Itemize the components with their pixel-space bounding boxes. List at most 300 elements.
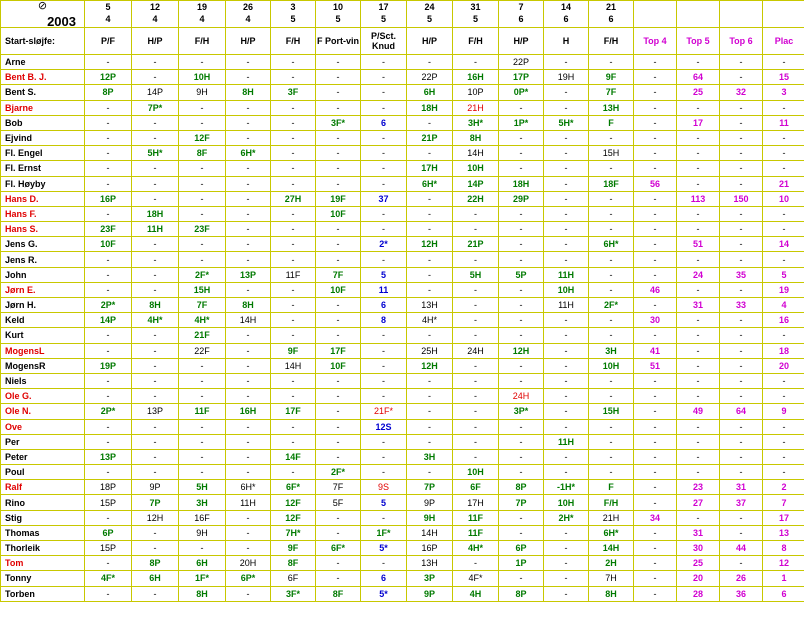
result-cell: 6H* (407, 176, 453, 191)
result-cell: 8F (271, 556, 316, 571)
result-cell: - (316, 176, 361, 191)
top-score-cell: - (634, 267, 677, 282)
top-score-cell: - (720, 176, 763, 191)
top-score-cell: - (763, 419, 804, 434)
top-header-blank-cell (763, 1, 804, 28)
table-row (1, 419, 804, 434)
player-name: Jens G. (1, 237, 85, 252)
result-cell: - (589, 222, 634, 237)
result-cell: - (316, 404, 361, 419)
top-score-header: Top 4 (634, 28, 677, 55)
result-cell: - (179, 100, 226, 115)
result-cell: - (226, 130, 271, 145)
result-cell: - (271, 298, 316, 313)
result-cell: - (499, 419, 544, 434)
date-header-cell (499, 1, 544, 28)
result-cell: 8H (226, 298, 271, 313)
result-cell: - (271, 465, 316, 480)
result-cell: - (271, 206, 316, 221)
top-score-cell: 3 (763, 85, 804, 100)
top-score-cell: - (720, 343, 763, 358)
top-score-cell: - (720, 115, 763, 130)
result-cell: 11F (179, 404, 226, 419)
result-cell: - (361, 373, 407, 388)
date-header-cell (407, 1, 453, 28)
top-score-cell: 9 (763, 404, 804, 419)
result-cell: - (361, 161, 407, 176)
result-cell: - (179, 176, 226, 191)
top-score-cell: - (634, 586, 677, 601)
top-score-cell: - (634, 404, 677, 419)
player-name: Hans F. (1, 206, 85, 221)
result-cell: 22P (499, 55, 544, 70)
result-cell: - (226, 252, 271, 267)
result-cell: - (85, 146, 132, 161)
result-cell: - (226, 161, 271, 176)
date-day: 31 (470, 2, 481, 12)
result-cell: - (316, 313, 361, 328)
top-score-cell: 12 (763, 556, 804, 571)
result-cell: 12S (361, 419, 407, 434)
table-row (1, 70, 804, 85)
result-cell: 7F (589, 85, 634, 100)
result-cell: - (407, 282, 453, 297)
result-cell: - (132, 55, 179, 70)
result-cell: - (226, 465, 271, 480)
result-cell: 23F (85, 222, 132, 237)
top-score-cell: - (677, 434, 720, 449)
result-cell: 8H (589, 586, 634, 601)
start-loop-cell: F/H (453, 28, 499, 55)
top-score-cell: 113 (677, 191, 720, 206)
top-score-cell: - (720, 252, 763, 267)
top-header-blank-cell (720, 1, 763, 28)
date-day: 5 (105, 2, 111, 12)
result-cell: - (407, 434, 453, 449)
result-cell: - (453, 389, 499, 404)
result-cell: - (361, 176, 407, 191)
result-cell: 6 (361, 571, 407, 586)
date-month: 5 (472, 14, 478, 24)
top-score-cell: - (634, 298, 677, 313)
player-name: Tom (1, 556, 85, 571)
date-month: 6 (608, 14, 614, 24)
loop-header-row (1, 28, 804, 55)
top-score-cell: - (677, 100, 720, 115)
table-row (1, 404, 804, 419)
result-cell: - (453, 55, 499, 70)
result-cell: - (85, 161, 132, 176)
result-cell: - (407, 267, 453, 282)
result-cell: - (179, 419, 226, 434)
result-cell: - (271, 237, 316, 252)
result-cell: - (316, 237, 361, 252)
result-cell: - (407, 465, 453, 480)
result-cell: 6F* (271, 480, 316, 495)
result-cell: 14P (85, 313, 132, 328)
result-cell: 13H (407, 298, 453, 313)
result-cell: 19F (316, 191, 361, 206)
result-cell: - (499, 222, 544, 237)
result-cell: - (499, 237, 544, 252)
start-loop-label: Start-sløjfe: (1, 28, 85, 55)
result-cell: - (132, 449, 179, 464)
top-score-cell: - (634, 130, 677, 145)
result-cell: - (271, 282, 316, 297)
top-score-cell: 5 (763, 267, 804, 282)
result-cell: 6H (132, 571, 179, 586)
table-row (1, 100, 804, 115)
result-cell: - (589, 465, 634, 480)
result-cell: 6H* (589, 237, 634, 252)
top-score-cell: 15 (763, 70, 804, 85)
top-score-cell: - (677, 389, 720, 404)
table-row (1, 161, 804, 176)
top-score-cell: 150 (720, 191, 763, 206)
result-cell: 8P (132, 556, 179, 571)
result-cell: 21F* (361, 404, 407, 419)
result-cell: 8H (179, 586, 226, 601)
result-cell: 11F (453, 525, 499, 540)
result-cell: 2H (589, 556, 634, 571)
top-score-cell: - (677, 282, 720, 297)
result-cell: - (226, 343, 271, 358)
result-cell: - (85, 130, 132, 145)
result-cell: - (226, 525, 271, 540)
result-cell: 15P (85, 541, 132, 556)
top-score-cell: - (634, 237, 677, 252)
date-day: 21 (605, 2, 616, 12)
result-cell: - (226, 100, 271, 115)
table-row (1, 191, 804, 206)
top-score-cell: - (720, 100, 763, 115)
result-cell: - (271, 328, 316, 343)
result-cell: - (179, 252, 226, 267)
result-cell: - (316, 571, 361, 586)
result-cell: - (453, 313, 499, 328)
date-month: 4 (152, 14, 158, 24)
result-cell: - (361, 146, 407, 161)
top-score-cell: - (634, 556, 677, 571)
result-cell: - (407, 146, 453, 161)
result-cell: - (85, 373, 132, 388)
result-cell: 16P (85, 191, 132, 206)
result-cell: 8H (226, 85, 271, 100)
result-cell: - (589, 313, 634, 328)
result-cell: 14H (271, 358, 316, 373)
top-score-cell: - (720, 373, 763, 388)
result-cell: - (85, 434, 132, 449)
top-score-cell: 51 (677, 237, 720, 252)
date-month: 5 (426, 14, 432, 24)
date-month: 4 (105, 14, 111, 24)
table-row (1, 541, 804, 556)
result-cell: - (499, 313, 544, 328)
result-cell: - (226, 115, 271, 130)
top-score-cell: - (634, 55, 677, 70)
result-cell: 17P (499, 70, 544, 85)
result-cell: 6F* (316, 541, 361, 556)
result-cell: 14H (407, 525, 453, 540)
result-cell: - (407, 55, 453, 70)
top-score-cell: - (634, 495, 677, 510)
result-cell: 6H (407, 85, 453, 100)
result-cell: 8P (499, 586, 544, 601)
result-cell: - (361, 206, 407, 221)
top-score-cell: 25 (677, 556, 720, 571)
top-score-cell: - (720, 434, 763, 449)
result-cell: - (361, 449, 407, 464)
start-loop-cell: F Port-vin (316, 28, 361, 55)
top-score-cell: 30 (677, 541, 720, 556)
result-cell: - (544, 389, 589, 404)
top-score-cell: - (720, 525, 763, 540)
top-score-cell: - (763, 222, 804, 237)
result-cell: - (226, 358, 271, 373)
top-score-cell: - (677, 146, 720, 161)
result-cell: - (179, 206, 226, 221)
result-cell: 18H (499, 176, 544, 191)
result-cell: - (271, 161, 316, 176)
top-score-cell: 17 (677, 115, 720, 130)
result-cell: - (85, 343, 132, 358)
result-cell: 5P (499, 267, 544, 282)
top-score-cell: - (634, 389, 677, 404)
result-cell: - (499, 510, 544, 525)
result-cell: 8H (453, 130, 499, 145)
result-cell: - (361, 358, 407, 373)
result-cell: 9F (271, 541, 316, 556)
start-loop-cell: H/P (407, 28, 453, 55)
top-score-cell: - (720, 282, 763, 297)
top-score-cell: 11 (763, 115, 804, 130)
result-cell: - (226, 191, 271, 206)
result-cell: 14P (132, 85, 179, 100)
result-cell: - (85, 328, 132, 343)
result-cell: 10F (316, 358, 361, 373)
player-name: Keld (1, 313, 85, 328)
result-cell: - (132, 237, 179, 252)
result-cell: - (132, 267, 179, 282)
result-cell: - (226, 282, 271, 297)
result-cell: - (132, 541, 179, 556)
result-cell: - (226, 510, 271, 525)
player-name: Peter (1, 449, 85, 464)
result-cell: 10H (453, 161, 499, 176)
top-score-cell: - (634, 434, 677, 449)
top-score-cell: - (720, 70, 763, 85)
result-cell: - (132, 419, 179, 434)
top-score-cell: - (634, 449, 677, 464)
top-score-cell: 27 (677, 495, 720, 510)
result-cell: - (132, 389, 179, 404)
top-score-cell: - (634, 191, 677, 206)
top-score-cell: - (720, 449, 763, 464)
date-day: 14 (560, 2, 571, 12)
player-name: Ralf (1, 480, 85, 495)
result-cell: 9H (407, 510, 453, 525)
result-cell: - (85, 465, 132, 480)
result-cell: - (85, 282, 132, 297)
player-name: Kurt (1, 328, 85, 343)
result-cell: - (361, 465, 407, 480)
table-row (1, 495, 804, 510)
result-cell: 5H* (132, 146, 179, 161)
top-score-cell: - (763, 449, 804, 464)
result-cell: - (589, 161, 634, 176)
result-cell: 21P (453, 237, 499, 252)
result-cell: 11 (361, 282, 407, 297)
start-loop-cell: F/H (179, 28, 226, 55)
result-cell: 11H (544, 298, 589, 313)
result-cell: 12F (179, 130, 226, 145)
result-cell: 22H (453, 191, 499, 206)
result-cell: - (85, 252, 132, 267)
result-cell: - (499, 161, 544, 176)
top-score-cell: - (720, 237, 763, 252)
result-cell: - (499, 146, 544, 161)
top-score-cell: 20 (763, 358, 804, 373)
table-row (1, 556, 804, 571)
result-cell: 13H (407, 556, 453, 571)
player-name: Fl. Ernst (1, 161, 85, 176)
top-score-cell: - (677, 373, 720, 388)
result-cell: - (544, 556, 589, 571)
result-cell: F (589, 115, 634, 130)
table-row (1, 373, 804, 388)
result-cell: 11H (544, 434, 589, 449)
table-row (1, 130, 804, 145)
table-row (1, 267, 804, 282)
result-cell: 2* (361, 237, 407, 252)
result-cell: - (132, 525, 179, 540)
top-score-cell: - (677, 222, 720, 237)
top-score-cell: - (720, 510, 763, 525)
copyright-circle-icon: ⊘ (37, 0, 48, 12)
player-name: Bent B. J. (1, 70, 85, 85)
result-cell: - (407, 373, 453, 388)
result-cell: 3P (407, 571, 453, 586)
top-score-cell: - (720, 130, 763, 145)
result-cell: - (226, 70, 271, 85)
result-cell: - (544, 328, 589, 343)
result-cell: - (544, 100, 589, 115)
start-loop-cell: F/H (589, 28, 634, 55)
result-cell: - (499, 252, 544, 267)
result-cell: 18H (132, 206, 179, 221)
result-cell: 9H (179, 85, 226, 100)
result-cell: - (407, 419, 453, 434)
date-day: 19 (196, 2, 207, 12)
result-cell: - (453, 404, 499, 419)
result-cell: 6P (85, 525, 132, 540)
top-score-cell: - (763, 146, 804, 161)
result-cell: 8P (499, 480, 544, 495)
player-name: Ejvind (1, 130, 85, 145)
result-cell: 3F (271, 85, 316, 100)
result-cell: 8H (132, 298, 179, 313)
result-cell: - (361, 100, 407, 115)
player-name: Ove (1, 419, 85, 434)
result-cell: - (544, 191, 589, 206)
result-cell: - (361, 328, 407, 343)
result-cell: - (589, 206, 634, 221)
result-cell: - (226, 586, 271, 601)
top-score-cell: - (763, 100, 804, 115)
table-row (1, 206, 804, 221)
result-cell: - (589, 419, 634, 434)
result-cell: 9F (589, 70, 634, 85)
result-cell: - (316, 146, 361, 161)
top-score-cell: - (763, 389, 804, 404)
result-cell: - (132, 434, 179, 449)
start-loop-cell: H/P (132, 28, 179, 55)
top-score-cell: - (763, 206, 804, 221)
result-cell: - (589, 55, 634, 70)
date-header-cell (316, 1, 361, 28)
result-cell: - (316, 55, 361, 70)
result-cell: - (544, 419, 589, 434)
player-name: Torben (1, 586, 85, 601)
top-score-cell: - (763, 328, 804, 343)
result-cell: - (453, 419, 499, 434)
result-cell: - (407, 222, 453, 237)
result-cell: 24H (499, 389, 544, 404)
result-cell: - (316, 130, 361, 145)
result-cell: - (544, 541, 589, 556)
result-cell: 3H* (453, 115, 499, 130)
result-cell: - (85, 419, 132, 434)
result-cell: - (316, 449, 361, 464)
result-cell: 7H (589, 571, 634, 586)
result-cell: - (316, 100, 361, 115)
result-cell: - (85, 100, 132, 115)
result-cell: 12H (132, 510, 179, 525)
top-score-cell: - (720, 146, 763, 161)
top-header-blank-cell (634, 1, 677, 28)
result-cell: - (85, 176, 132, 191)
date-month: 5 (380, 14, 386, 24)
top-score-cell: - (677, 465, 720, 480)
result-cell: - (361, 252, 407, 267)
result-cell: - (316, 434, 361, 449)
top-score-header: Plac (763, 28, 804, 55)
result-cell: - (85, 389, 132, 404)
result-cell: - (544, 55, 589, 70)
result-cell: 1P (499, 556, 544, 571)
result-cell: 1P* (499, 115, 544, 130)
date-month: 5 (290, 14, 296, 24)
result-cell: 22P (407, 70, 453, 85)
result-cell: - (361, 222, 407, 237)
result-cell: - (453, 373, 499, 388)
result-cell: - (226, 541, 271, 556)
player-name: Jens R. (1, 252, 85, 267)
top-score-cell: - (763, 434, 804, 449)
result-cell: 5F (316, 495, 361, 510)
result-cell: 5H* (544, 115, 589, 130)
top-score-cell: - (634, 146, 677, 161)
start-loop-cell: H (544, 28, 589, 55)
result-cell: 3F* (271, 586, 316, 601)
result-cell: - (589, 449, 634, 464)
result-cell: - (589, 389, 634, 404)
result-cell: 7H* (271, 525, 316, 540)
result-cell: 16H (226, 404, 271, 419)
result-cell: 6H* (589, 525, 634, 540)
player-name: Stig (1, 510, 85, 525)
result-cell: - (589, 267, 634, 282)
